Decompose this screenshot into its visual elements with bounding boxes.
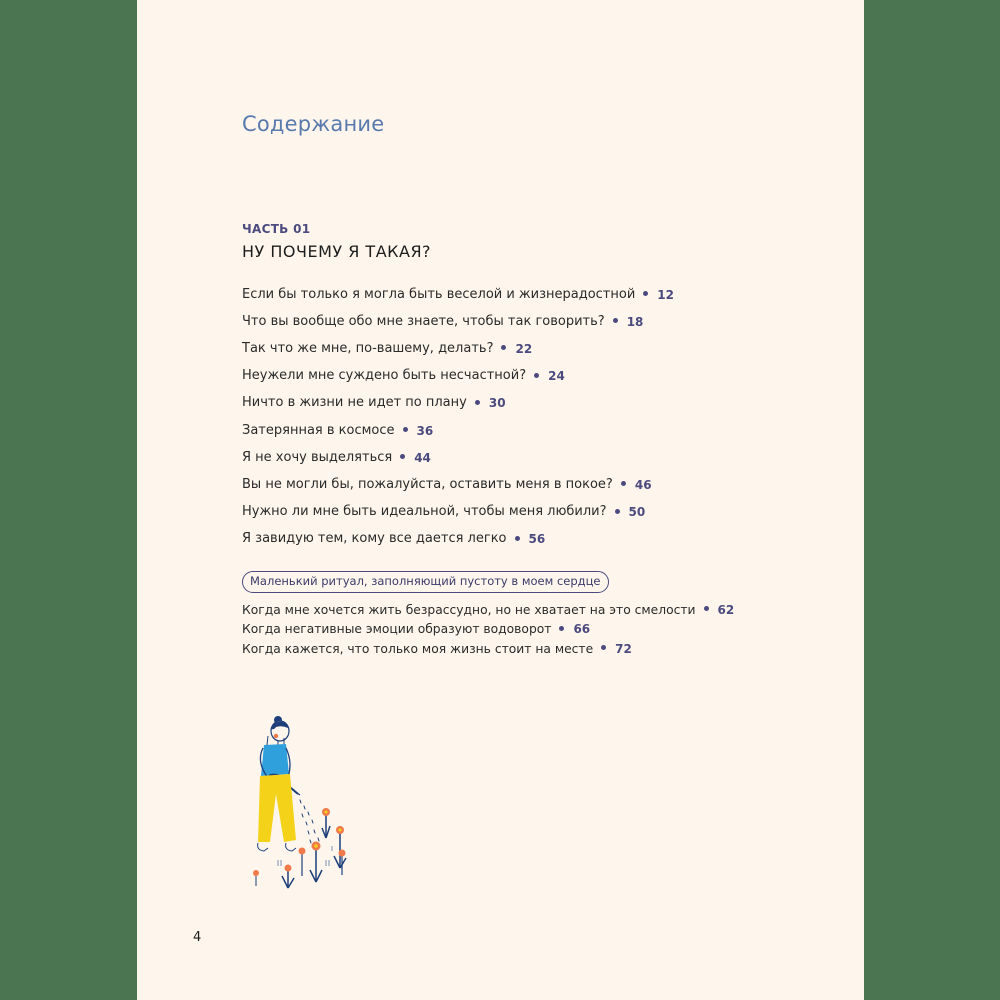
entry-page-number: 66 — [573, 622, 591, 637]
entry-title: Что вы вообще обо мне знаете, чтобы так говорить? — [242, 313, 605, 329]
ritual-entries — [242, 600, 734, 659]
part-label: ЧАСТЬ 01 — [242, 222, 311, 236]
entry-page-number: 50 — [628, 505, 646, 520]
toc-entry[interactable] — [242, 308, 674, 335]
entry-page-number: 62 — [717, 602, 735, 617]
entry-title: Затерянная в космосе — [242, 422, 395, 438]
ritual-entry[interactable] — [242, 639, 734, 659]
toc-entry[interactable] — [242, 390, 674, 417]
entry-page-number: 46 — [634, 477, 652, 492]
bullet-dot-icon — [501, 345, 506, 350]
bullet-dot-icon — [704, 606, 709, 611]
toc-entry[interactable] — [242, 471, 674, 498]
entry-title: Когда кажется, что только моя жизнь стоит на месте — [242, 641, 594, 656]
entry-title: Так что же мне, по-вашему, делать? — [242, 340, 494, 356]
bullet-dot-icon — [534, 373, 539, 378]
toc-entries — [242, 281, 674, 553]
bullet-dot-icon — [475, 400, 480, 405]
entry-page-number: 44 — [414, 450, 431, 465]
entry-title: Если бы только я могла быть веселой и жизнерадостной — [242, 286, 636, 302]
entry-title: Я не хочу выделяться — [242, 449, 393, 465]
bullet-dot-icon — [613, 318, 618, 323]
bullet-dot-icon — [601, 645, 606, 650]
entry-title: Неужели мне суждено быть несчастной? — [242, 368, 527, 384]
page-title: Содержание — [242, 112, 385, 137]
entry-title: Нужно ли мне быть идеальной, чтобы меня любили? — [242, 504, 607, 520]
ritual-entry[interactable] — [242, 600, 734, 620]
entry-page-number: 56 — [528, 532, 546, 547]
toc-entry[interactable] — [242, 526, 674, 553]
bullet-dot-icon — [643, 291, 648, 296]
ritual-entry[interactable] — [242, 620, 734, 640]
part-title: НУ ПОЧЕМУ Я ТАКАЯ? — [242, 242, 432, 261]
toc-entry[interactable] — [242, 281, 674, 308]
entry-page-number: 72 — [615, 641, 632, 656]
woman-watering-flowers-icon — [234, 710, 354, 890]
book-page — [137, 0, 864, 1000]
bullet-dot-icon — [403, 427, 408, 432]
bullet-dot-icon — [615, 509, 620, 514]
entry-page-number: 24 — [548, 369, 565, 384]
entry-title: Когда мне хочется жить безрассудно, но не хватает на это смелости — [242, 602, 696, 617]
entry-page-number: 22 — [515, 341, 533, 356]
entry-title: Вы не могли бы, пожалуйста, оставить меня в покое? — [242, 476, 613, 492]
toc-entry[interactable] — [242, 417, 674, 444]
toc-entry[interactable] — [242, 363, 674, 390]
page-number: 4 — [193, 930, 202, 945]
entry-title: Ничто в жизни не идет по плану — [242, 395, 467, 411]
bullet-dot-icon — [400, 454, 405, 459]
toc-entry[interactable] — [242, 499, 674, 526]
ritual-section-badge: Маленький ритуал, заполняющий пустоту в моем сердце — [242, 571, 609, 593]
entry-page-number: 18 — [626, 314, 644, 329]
bullet-dot-icon — [515, 536, 520, 541]
entry-page-number: 30 — [488, 396, 506, 411]
entry-title: Я завидую тем, кому все дается легко — [242, 531, 507, 547]
entry-page-number: 12 — [657, 287, 674, 302]
entry-page-number: 36 — [416, 423, 434, 438]
toc-entry[interactable] — [242, 335, 674, 362]
toc-entry[interactable] — [242, 444, 674, 471]
entry-title: Когда негативные эмоции образуют водоворот — [242, 622, 552, 637]
bullet-dot-icon — [621, 481, 626, 486]
bullet-dot-icon — [559, 626, 564, 631]
